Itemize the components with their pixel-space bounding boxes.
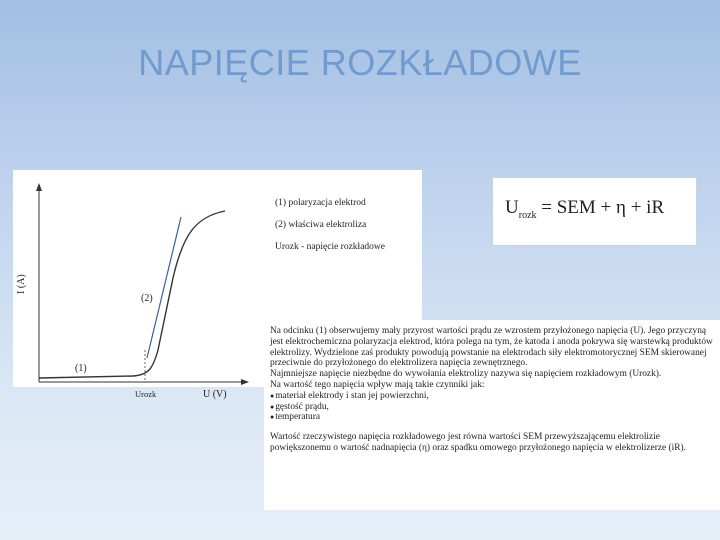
urozk-tick-label: Urozk xyxy=(135,389,157,399)
tangent-line xyxy=(147,217,181,358)
description-paragraph-4: Wartość rzeczywistego napięcia rozkładowego jest równa wartości SEM przewyższającemu elektrolizie powiększonemu o wartość nadnapięcia (η) oraz spadku omowego przyłożonego napięcia w elektrolizerze (iR). xyxy=(270,432,686,453)
y-axis-arrow xyxy=(36,183,42,191)
annotation-1: (1) xyxy=(75,363,87,374)
y-axis-label: I (A) xyxy=(16,274,27,294)
factor-item: ● gęstość prądu, xyxy=(270,402,714,413)
slide-title: NAPIĘCIE ROZKŁADOWE xyxy=(138,42,582,83)
x-axis-arrow xyxy=(241,379,249,385)
formula-rhs: = SEM + η + iR xyxy=(541,197,665,218)
description-paragraph-1: Na odcinku (1) obserwujemy mały przyrost wartości prądu ze wzrostem przyłożonego napięcia (U). Jego przyczyną jest elektrochemiczna polaryzacja elektrod, która polega na tym, że katoda i anoda pokrywa się warstewką produktów elektrolizy. Wydzielone zaś produkty powodują powstanie na elektrodach siły elektromotorycznej SEM skierowanej przeciwnie do przyłożonego do elektrolizera napięcia zewnętrznego. xyxy=(270,326,713,369)
annotation-2: (2) xyxy=(141,293,153,304)
factor-item: ● materiał elektrody i stan jej powierzchni, xyxy=(270,391,714,402)
legend-item-polarization: (1) polaryzacja elektrod xyxy=(275,198,366,208)
factor-item: ● temperatura xyxy=(270,412,714,423)
description-paragraph-3: Na wartość tego napięcia wpływ mają takie czynniki jak: xyxy=(270,379,485,390)
x-axis-label: U (V) xyxy=(203,389,227,400)
legend-item-electrolysis: (2) właściwa elektroliza xyxy=(275,220,367,230)
formula-lhs-sub: rozk xyxy=(518,209,537,221)
iv-curve xyxy=(39,211,225,378)
formula xyxy=(505,197,664,221)
formula-box xyxy=(492,177,697,246)
legend-item-urozk: Urozk - napięcie rozkładowe xyxy=(275,242,385,252)
graph-legend xyxy=(275,198,385,264)
description-panel xyxy=(264,320,720,510)
formula-lhs: U xyxy=(505,197,519,218)
description-paragraph-2: Najmniejsze napięcie niezbędne do wywołania elektrolizy nazywa się napięciem rozkładowym (Urozk). xyxy=(270,369,662,380)
